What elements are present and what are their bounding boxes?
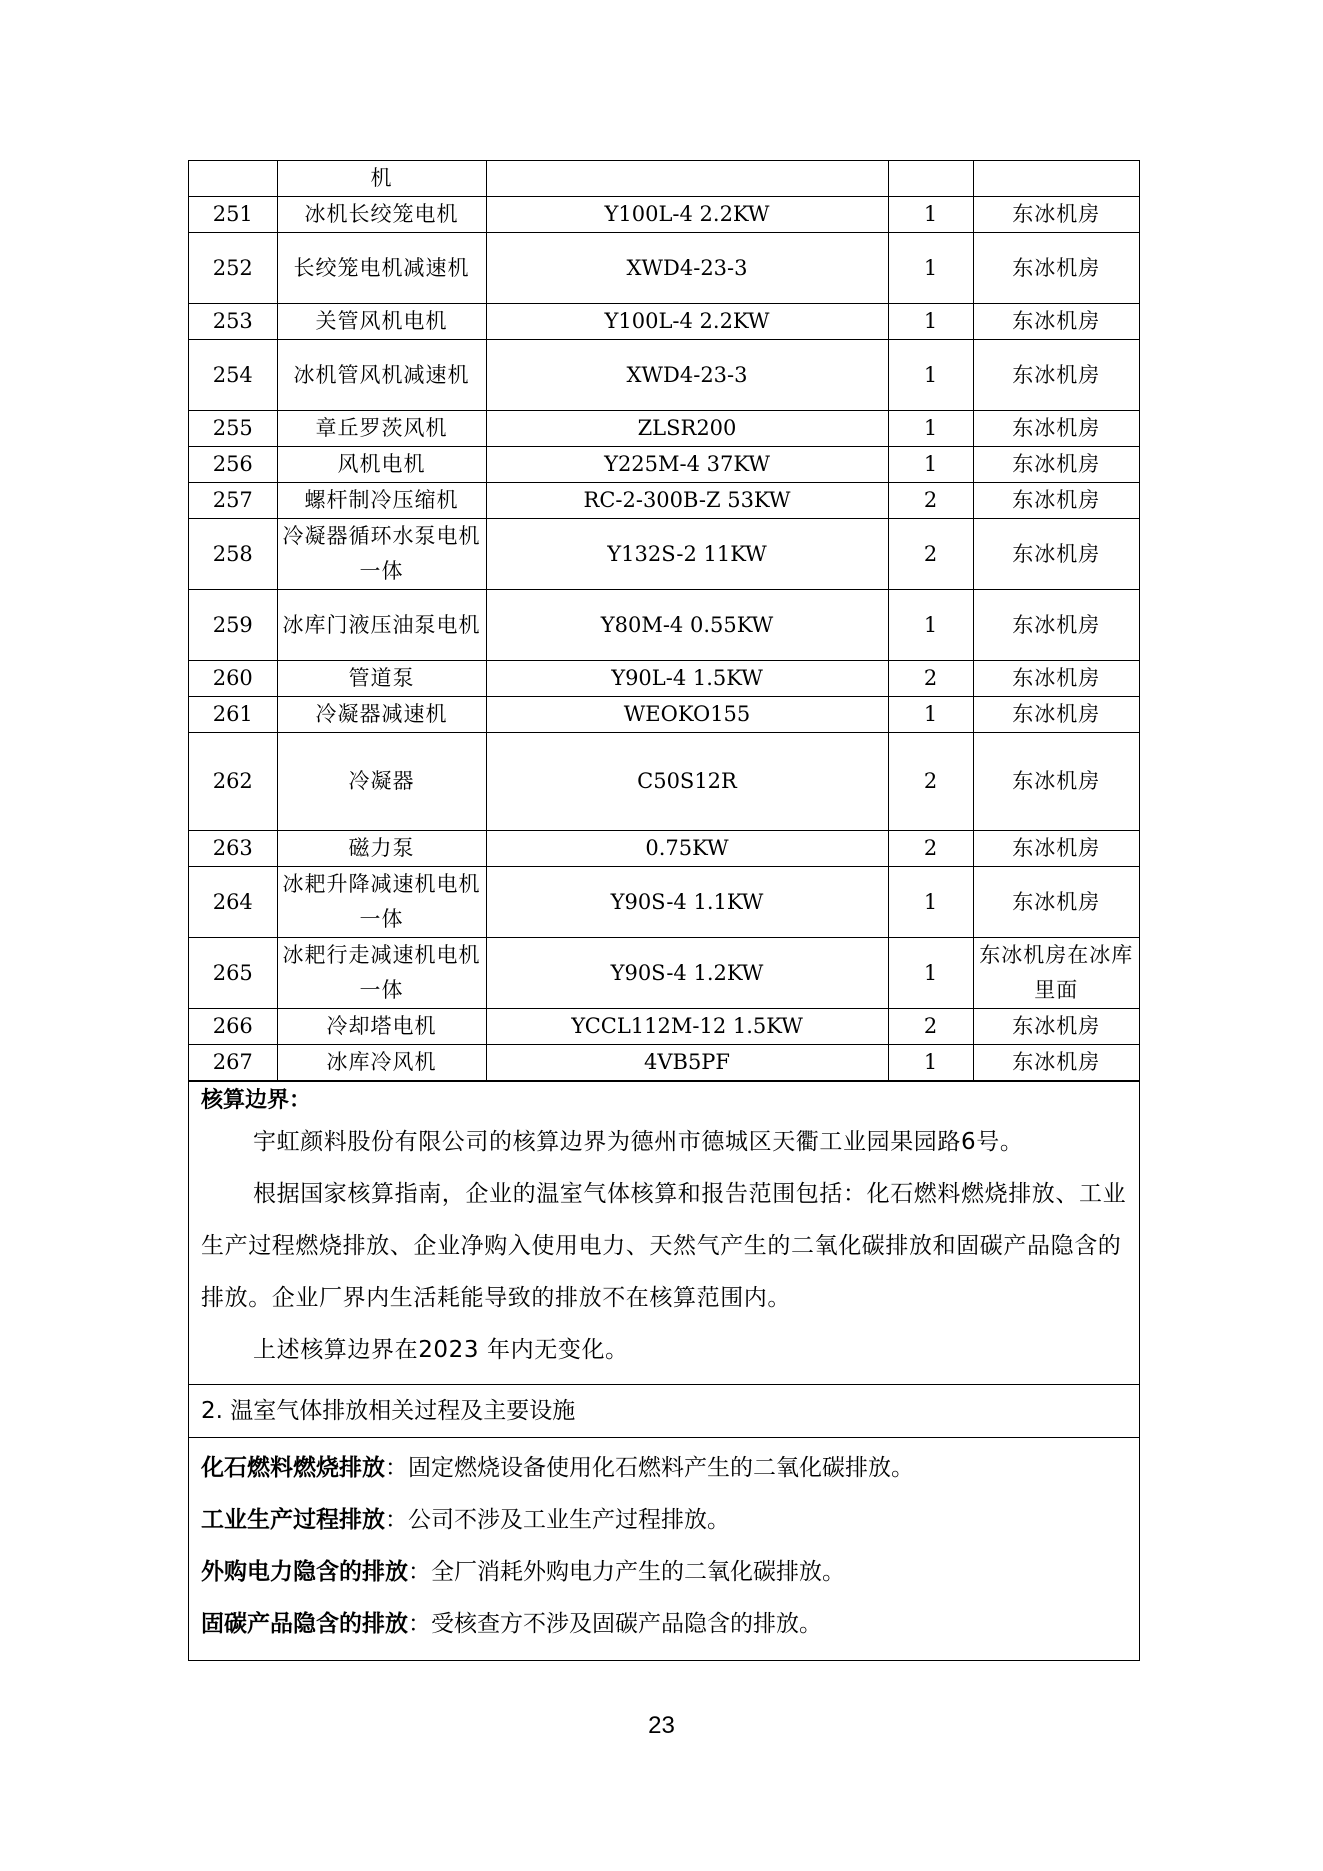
table-row bbox=[189, 197, 1139, 233]
cell-qty: 2 bbox=[888, 1009, 973, 1045]
table-row bbox=[189, 733, 1139, 831]
section-2-heading: 2. 温室气体排放相关过程及主要设施 bbox=[189, 1384, 1139, 1437]
cell-name: 冰耙行走减速机电机一体 bbox=[277, 938, 486, 1009]
cell-name: 冰机管风机减速机 bbox=[277, 340, 486, 411]
cell-name: 风机电机 bbox=[277, 447, 486, 483]
cell-model: Y225M-4 37KW bbox=[486, 447, 888, 483]
cell-model: Y90L-4 1.5KW bbox=[486, 661, 888, 697]
cell-model bbox=[486, 161, 888, 197]
cell-model: Y80M-4 0.55KW bbox=[486, 590, 888, 661]
table-row bbox=[189, 519, 1139, 590]
cell-no: 252 bbox=[189, 233, 277, 304]
cell-qty: 2 bbox=[888, 733, 973, 831]
cell-qty: 1 bbox=[888, 697, 973, 733]
cell-no: 266 bbox=[189, 1009, 277, 1045]
cell-location: 东冰机房 bbox=[973, 304, 1139, 340]
cell-location: 东冰机房 bbox=[973, 1045, 1139, 1081]
cell-name: 冰耙升降减速机电机一体 bbox=[277, 867, 486, 938]
cell-name: 章丘罗茨风机 bbox=[277, 411, 486, 447]
cell-qty: 1 bbox=[888, 411, 973, 447]
equipment-table bbox=[189, 161, 1139, 1081]
emission-item-fossil bbox=[201, 1442, 1127, 1494]
cell-model: XWD4-23-3 bbox=[486, 233, 888, 304]
table-row bbox=[189, 661, 1139, 697]
cell-no: 264 bbox=[189, 867, 277, 938]
cell-name: 管道泵 bbox=[277, 661, 486, 697]
cell-qty: 2 bbox=[888, 831, 973, 867]
table-row-continued bbox=[189, 161, 1139, 197]
cell-model: RC-2-300B-Z 53KW bbox=[486, 483, 888, 519]
table-row bbox=[189, 411, 1139, 447]
cell-qty: 1 bbox=[888, 938, 973, 1009]
cell-model: Y132S-2 11KW bbox=[486, 519, 888, 590]
cell-location: 东冰机房 bbox=[973, 519, 1139, 590]
table-row bbox=[189, 447, 1139, 483]
cell-name: 机 bbox=[277, 161, 486, 197]
cell-no: 263 bbox=[189, 831, 277, 867]
cell-no bbox=[189, 161, 277, 197]
cell-no: 256 bbox=[189, 447, 277, 483]
document-frame bbox=[188, 160, 1140, 1661]
cell-no: 257 bbox=[189, 483, 277, 519]
cell-qty: 1 bbox=[888, 867, 973, 938]
emission-label: 工业生产过程排放 bbox=[201, 1507, 385, 1533]
cell-name: 螺杆制冷压缩机 bbox=[277, 483, 486, 519]
cell-no: 253 bbox=[189, 304, 277, 340]
cell-qty: 1 bbox=[888, 197, 973, 233]
cell-location: 东冰机房 bbox=[973, 1009, 1139, 1045]
cell-location: 东冰机房 bbox=[973, 590, 1139, 661]
cell-model: Y100L-4 2.2KW bbox=[486, 304, 888, 340]
cell-name: 长绞笼电机减速机 bbox=[277, 233, 486, 304]
emission-sources bbox=[189, 1437, 1139, 1660]
cell-qty: 1 bbox=[888, 340, 973, 411]
emission-label: 外购电力隐含的排放 bbox=[201, 1559, 408, 1585]
cell-no: 260 bbox=[189, 661, 277, 697]
cell-name: 冷凝器循环水泵电机一体 bbox=[277, 519, 486, 590]
cell-no: 255 bbox=[189, 411, 277, 447]
cell-name: 冰库冷风机 bbox=[277, 1045, 486, 1081]
cell-no: 251 bbox=[189, 197, 277, 233]
cell-location: 东冰机房 bbox=[973, 197, 1139, 233]
cell-name: 关管风机电机 bbox=[277, 304, 486, 340]
cell-name: 磁力泵 bbox=[277, 831, 486, 867]
cell-model: Y90S-4 1.2KW bbox=[486, 938, 888, 1009]
cell-qty bbox=[888, 161, 973, 197]
table-row bbox=[189, 697, 1139, 733]
table-row bbox=[189, 483, 1139, 519]
cell-location: 东冰机房 bbox=[973, 340, 1139, 411]
emission-item-electricity bbox=[201, 1546, 1127, 1598]
cell-name: 冰库门液压油泵电机 bbox=[277, 590, 486, 661]
boundary-section bbox=[189, 1081, 1139, 1384]
cell-location bbox=[973, 161, 1139, 197]
cell-model: XWD4-23-3 bbox=[486, 340, 888, 411]
cell-location: 东冰机房 bbox=[973, 697, 1139, 733]
cell-location: 东冰机房 bbox=[973, 867, 1139, 938]
cell-no: 261 bbox=[189, 697, 277, 733]
cell-qty: 2 bbox=[888, 483, 973, 519]
boundary-paragraph-3: 上述核算边界在2023 年内无变化。 bbox=[253, 1337, 629, 1363]
equipment-table-body bbox=[189, 161, 1139, 1081]
emission-text: ：受核查方不涉及固碳产品隐含的排放。 bbox=[408, 1611, 822, 1637]
cell-location: 东冰机房 bbox=[973, 411, 1139, 447]
table-row bbox=[189, 831, 1139, 867]
cell-no: 259 bbox=[189, 590, 277, 661]
cell-model: 0.75KW bbox=[486, 831, 888, 867]
cell-model: C50S12R bbox=[486, 733, 888, 831]
cell-qty: 2 bbox=[888, 519, 973, 590]
boundary-paragraph-1: 宇虹颜料股份有限公司的核算边界为德州市德城区天衢工业园果园路6号。 bbox=[253, 1129, 1024, 1155]
cell-no: 265 bbox=[189, 938, 277, 1009]
cell-location: 东冰机房 bbox=[973, 483, 1139, 519]
cell-name: 冰机长绞笼电机 bbox=[277, 197, 486, 233]
cell-qty: 2 bbox=[888, 661, 973, 697]
cell-qty: 1 bbox=[888, 1045, 973, 1081]
cell-model: Y90S-4 1.1KW bbox=[486, 867, 888, 938]
table-row bbox=[189, 1009, 1139, 1045]
cell-location: 东冰机房 bbox=[973, 661, 1139, 697]
table-row bbox=[189, 304, 1139, 340]
table-row bbox=[189, 867, 1139, 938]
cell-qty: 1 bbox=[888, 447, 973, 483]
page-number: 23 bbox=[648, 1712, 675, 1739]
emission-text: ：公司不涉及工业生产过程排放。 bbox=[385, 1507, 730, 1533]
cell-no: 267 bbox=[189, 1045, 277, 1081]
cell-location: 东冰机房在冰库里面 bbox=[973, 938, 1139, 1009]
boundary-paragraph-2: 根据国家核算指南，企业的温室气体核算和报告范围包括：化石燃料燃烧排放、工业生产过程燃烧排放、企业净购入使用电力、天然气产生的二氧化碳排放和固碳产品隐含的排放。企业厂界内生活耗能导致的排放不在核算范围内。 bbox=[201, 1181, 1127, 1311]
cell-model: ZLSR200 bbox=[486, 411, 888, 447]
cell-qty: 1 bbox=[888, 233, 973, 304]
cell-name: 冷却塔电机 bbox=[277, 1009, 486, 1045]
cell-no: 262 bbox=[189, 733, 277, 831]
cell-location: 东冰机房 bbox=[973, 233, 1139, 304]
cell-model: Y100L-4 2.2KW bbox=[486, 197, 888, 233]
cell-qty: 1 bbox=[888, 590, 973, 661]
table-row bbox=[189, 233, 1139, 304]
cell-name: 冷凝器减速机 bbox=[277, 697, 486, 733]
boundary-title: 核算边界： bbox=[201, 1088, 312, 1113]
cell-qty: 1 bbox=[888, 304, 973, 340]
cell-location: 东冰机房 bbox=[973, 831, 1139, 867]
cell-model: 4VB5PF bbox=[486, 1045, 888, 1081]
cell-location: 东冰机房 bbox=[973, 733, 1139, 831]
cell-model: YCCL112M-12 1.5KW bbox=[486, 1009, 888, 1045]
cell-name: 冷凝器 bbox=[277, 733, 486, 831]
emission-label: 化石燃料燃烧排放 bbox=[201, 1455, 385, 1481]
table-row bbox=[189, 938, 1139, 1009]
emission-item-carbon-product bbox=[201, 1598, 1127, 1650]
emission-text: ：固定燃烧设备使用化石燃料产生的二氧化碳排放。 bbox=[385, 1455, 914, 1481]
table-row bbox=[189, 340, 1139, 411]
emission-text: ：全厂消耗外购电力产生的二氧化碳排放。 bbox=[408, 1559, 845, 1585]
table-row bbox=[189, 590, 1139, 661]
cell-location: 东冰机房 bbox=[973, 447, 1139, 483]
cell-no: 258 bbox=[189, 519, 277, 590]
cell-no: 254 bbox=[189, 340, 277, 411]
emission-item-process bbox=[201, 1494, 1127, 1546]
cell-model: WEOKO155 bbox=[486, 697, 888, 733]
emission-label: 固碳产品隐含的排放 bbox=[201, 1611, 408, 1637]
table-row bbox=[189, 1045, 1139, 1081]
